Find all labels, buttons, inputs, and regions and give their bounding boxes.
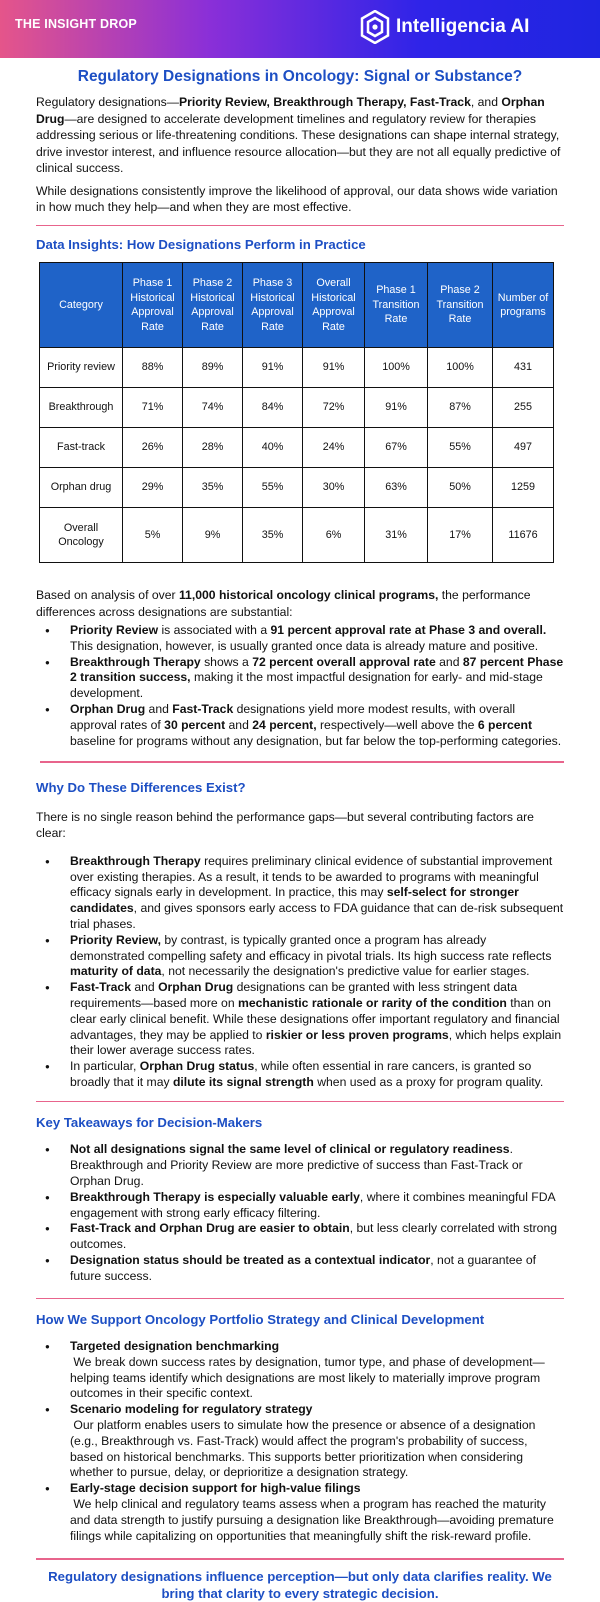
section-divider: [36, 1101, 564, 1103]
column-header: Number of programs: [493, 263, 554, 348]
insights-list: [36, 623, 564, 749]
brand-name: Intelligencia AI: [396, 16, 530, 37]
list-item: ● Priority Review is associated with a 91 percent approval rate at Phase 3 and overall. This designation, however, is usually granted once data is already mature and positive.: [36, 623, 564, 655]
table-cell: 89%: [183, 348, 243, 388]
table-cell: 26%: [123, 428, 183, 468]
newsletter-label: THE INSIGHT DROP: [15, 17, 137, 31]
table-cell: 84%: [243, 388, 303, 428]
section-divider: [40, 761, 564, 763]
table-cell: Overall Oncology: [40, 508, 123, 563]
section-heading-differences: Why Do These Differences Exist?: [36, 779, 246, 795]
column-header: Phase 2 Historical Approval Rate: [183, 263, 243, 348]
list-item: ● Designation status should be treated as a contextual indicator, not a guarantee of future success.: [36, 1253, 564, 1285]
table-cell: 100%: [365, 348, 428, 388]
column-header: Category: [40, 263, 123, 348]
table-cell: 87%: [428, 388, 493, 428]
section-heading-data-insights: Data Insights: How Designations Perform in Practice: [36, 237, 366, 252]
intro-paragraph: Regulatory designations—Priority Review, Breakthrough Therapy, Fast-Track, and Orphan Drug—are designed to accelerate development timelines and regulatory review for therapies addressing serious or life-threatening conditions. These designations can shape internal strategy, drive investor interest, and influence resource allocation—but they are not all equally predictive of clinical success.: [36, 95, 561, 175]
section-heading-takeaways: Key Takeaways for Decision-Makers: [36, 1115, 263, 1131]
list-item: ● Targeted designation benchmarking We break down success rates by designation, tumor type, and phase of development—helping teams identify which designations are most likely to materially improve program outcomes in their specific context.: [36, 1339, 564, 1402]
table-cell: 55%: [428, 428, 493, 468]
table-row: [40, 428, 554, 468]
table-cell: 1259: [493, 468, 554, 508]
column-header: Phase 1 Historical Approval Rate: [123, 263, 183, 348]
table-cell: Breakthrough: [40, 388, 123, 428]
hexagon-logo-icon: [360, 10, 390, 44]
list-item: ● Priority Review, by contrast, is typically granted once a program has already demonstrated compelling safety and efficacy in pivotal trials. Its high success rate reflects maturity of data, not necessarily the designation's predictive value for earlier stages.: [36, 933, 564, 980]
section-heading-support: How We Support Oncology Portfolio Strategy and Clinical Development: [36, 1312, 485, 1327]
table-cell: 497: [493, 428, 554, 468]
table-cell: 30%: [303, 468, 365, 508]
table-cell: 35%: [243, 508, 303, 563]
table-cell: 11676: [493, 508, 554, 563]
column-header: Phase 1 Transition Rate: [365, 263, 428, 348]
support-list: [36, 1339, 564, 1544]
table-cell: 255: [493, 388, 554, 428]
analysis-paragraph: Based on analysis of over 11,000 historical oncology clinical programs, the performance differences across designations are substantial:: [36, 588, 531, 619]
table-cell: 91%: [365, 388, 428, 428]
intro-paragraph-2: While designations consistently improve the likelihood of approval, our data shows wide variation in how much they help—and when they are most effective.: [36, 183, 558, 214]
table-cell: 431: [493, 348, 554, 388]
table-cell: 9%: [183, 508, 243, 563]
table-cell: 71%: [123, 388, 183, 428]
table-cell: 63%: [365, 468, 428, 508]
table-cell: 28%: [183, 428, 243, 468]
table-cell: 91%: [303, 348, 365, 388]
table-cell: 100%: [428, 348, 493, 388]
page-title: Regulatory Designations in Oncology: Signal or Substance?: [77, 68, 523, 85]
table-cell: Priority review: [40, 348, 123, 388]
column-header: Phase 3 Historical Approval Rate: [243, 263, 303, 348]
table-cell: 5%: [123, 508, 183, 563]
table-cell: 74%: [183, 388, 243, 428]
table-cell: 24%: [303, 428, 365, 468]
table-cell: 72%: [303, 388, 365, 428]
takeaways-list: [36, 1142, 564, 1284]
section-divider: [36, 1558, 564, 1560]
brand-logo: [360, 10, 529, 44]
header-banner: [0, 0, 600, 58]
table-cell: 55%: [243, 468, 303, 508]
section-divider: [36, 1298, 564, 1300]
table-cell: 67%: [365, 428, 428, 468]
list-item: ● Early-stage decision support for high-value filings We help clinical and regulatory teams assess when a program has reached the maturity and data strength to justify pursuing a designation like Breakthrough—avoiding premature filings while capitalizing on opportunities that meaningfully shift the risk-reward profile.: [36, 1481, 564, 1544]
column-header: Phase 2 Transition Rate: [428, 263, 493, 348]
table-cell: Fast-track: [40, 428, 123, 468]
table-row: [40, 508, 554, 563]
differences-list: [36, 854, 564, 1091]
table-cell: 40%: [243, 428, 303, 468]
table-cell: 6%: [303, 508, 365, 563]
table-row: [40, 348, 554, 388]
differences-intro: There is no single reason behind the performance gaps—but several contributing factors are clear:: [36, 809, 534, 841]
table-cell: 29%: [123, 468, 183, 508]
table-cell: 88%: [123, 348, 183, 388]
closing-statement: Regulatory designations influence perception—but only data clarifies reality. We bring that clarity to every strategic decision.: [48, 1568, 552, 1601]
column-header: Overall Historical Approval Rate: [303, 263, 365, 348]
table-cell: 91%: [243, 348, 303, 388]
table-row: [40, 388, 554, 428]
list-item: ● Fast-Track and Orphan Drug are easier to obtain, but less clearly correlated with strong outcomes.: [36, 1221, 564, 1253]
table-cell: 50%: [428, 468, 493, 508]
table-cell: 17%: [428, 508, 493, 563]
table-cell: 31%: [365, 508, 428, 563]
list-item: ● Not all designations signal the same level of clinical or regulatory readiness. Breakthrough and Priority Review are more predictive of success than Fast-Track or Orphan Drug.: [36, 1142, 564, 1189]
list-item: ● In particular, Orphan Drug status, while often essential in rare cancers, is granted so broadly that it may dilute its signal strength when used as a proxy for program quality.: [36, 1059, 564, 1091]
list-item: ● Orphan Drug and Fast-Track designations yield more modest results, with overall approval rates of 30 percent and 24 percent, respectively—well above the 6 percent baseline for programs without any designation, but far below the top-performing categories.: [36, 702, 564, 749]
table-header-row: [40, 263, 554, 348]
list-item: ● Breakthrough Therapy is especially valuable early, where it combines meaningful FDA engagement with strong early efficacy filtering.: [36, 1190, 564, 1222]
list-item: ● Fast-Track and Orphan Drug designations can be granted with less stringent data requirements—based more on mechanistic rationale or rarity of the condition than on clear early clinical benefit. While these designations offer important regulatory and financial advantages, they may be applied to riskier or less proven programs, which helps explain their lower average success rates.: [36, 980, 564, 1059]
designation-table: [39, 262, 554, 563]
list-item: ● Breakthrough Therapy requires preliminary clinical evidence of substantial improvement over existing therapies. As a result, it tends to be awarded to programs with meaningful efficacy signals early in development. In practice, this may self-select for stronger candidates, and gives sponsors early access to FDA guidance that can de-risk subsequent trial phases.: [36, 854, 564, 933]
list-item: ● Scenario modeling for regulatory strategy Our platform enables users to simulate how the presence or absence of a designation (e.g., Breakthrough vs. Fast-Track) would affect the program's probability of success, based on historical benchmarks. This supports better prioritization when considering whether to pursue, delay, or deprioritize a designation strategy.: [36, 1402, 564, 1481]
table-cell: Orphan drug: [40, 468, 123, 508]
section-divider: [36, 225, 564, 227]
list-item: ● Breakthrough Therapy shows a 72 percent overall approval rate and 87 percent Phase 2 transition success, making it the most impactful designation for early- and mid-stage development.: [36, 655, 564, 702]
table-row: [40, 468, 554, 508]
table-cell: 35%: [183, 468, 243, 508]
